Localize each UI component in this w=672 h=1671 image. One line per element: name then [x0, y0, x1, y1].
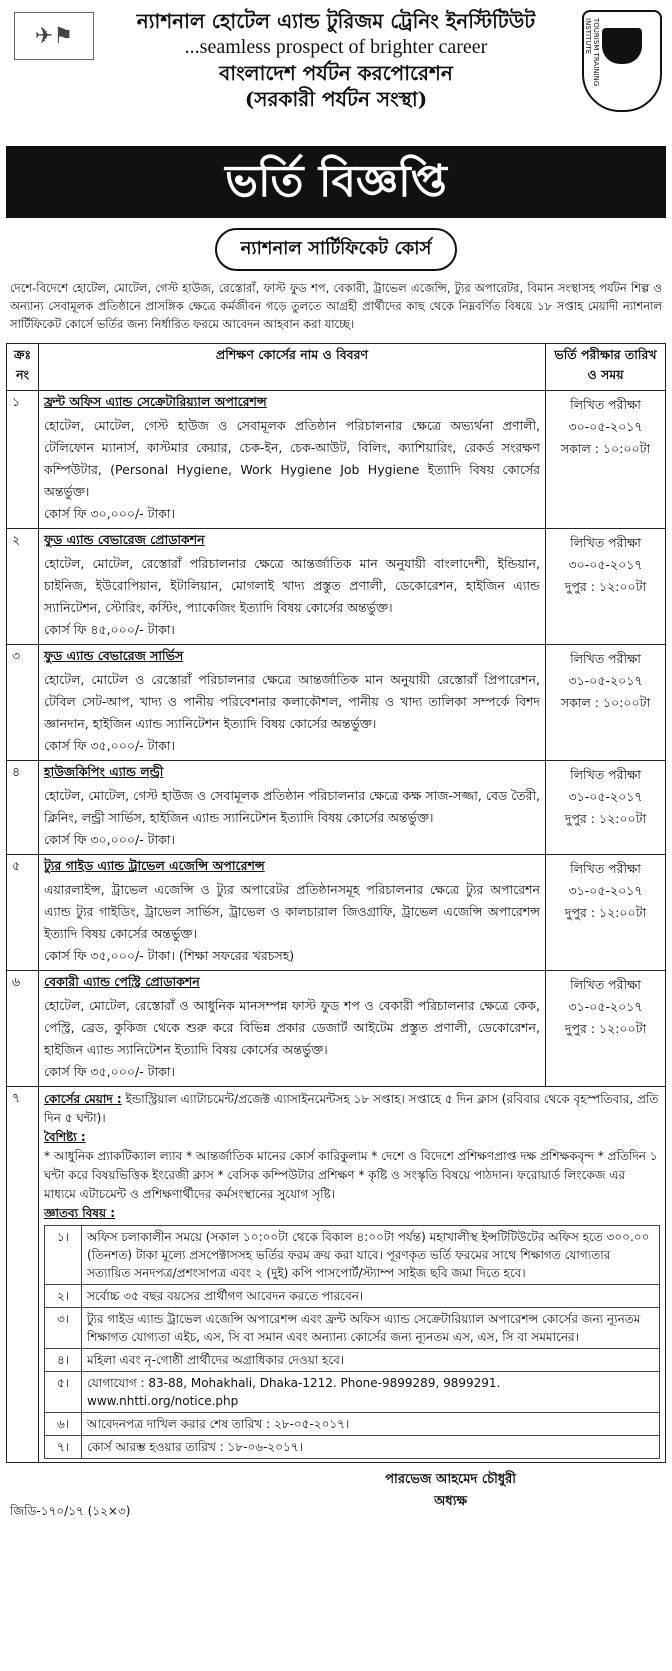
course-cell	[39, 645, 546, 761]
course-title: ফুড এ্যান্ড বেভারেজ সার্ভিস	[44, 648, 184, 663]
exam-cell	[546, 761, 666, 855]
course-cell	[39, 971, 546, 1087]
note-item	[45, 1349, 660, 1372]
exam-cell	[546, 391, 666, 529]
logo-text: TOURISM TRAINING INSTITUTE	[584, 18, 600, 87]
exam-type: লিখিত পরীক্ষা	[570, 861, 641, 876]
features-label: বৈশিষ্ট্য :	[44, 1130, 86, 1144]
course-fee: কোর্স ফি ৩৫,০০০/- টাকা। (শিক্ষা সফরের খরচসহ)	[44, 948, 295, 963]
note-text: কোর্স আরম্ভ হওয়ার তারিখ : ১৮-০৬-২০১৭।	[82, 1436, 660, 1459]
table-row	[7, 529, 666, 645]
course-fee: কোর্স ফি ৩৫,০০০/- টাকা।	[44, 738, 175, 753]
intro-paragraph: দেশে-বিদেশে হোটেল, মোটেল, গেস্ট হাউজ, রেস্তোরাঁ, ফাস্ট ফুড শপ, বেকারী, ট্রাভেল এজেন্সি, ট্যুর অপারেটর, বিমান সংস্থাসহ পর্যটন শিল্প ও অন্যান্য সেবামূলক প্রতিষ্ঠানে প্রাসঙ্গিক ক্ষেত্রে কর্মজীবন গড়ে তুলতে আগ্রহী প্রার্থীদের কাছ থেকে নিম্নবর্ণিত বিষয়ে ১৮ সপ্তাহ মেয়াদী ন্যাশনাল সার্টিফিকেট কোর্সে ভর্তির জন্য নির্ধারিত ফরমে আবেদন আহবান করা যাচ্ছে।	[10, 281, 662, 331]
course-description: হোটেল, মোটেল, রেস্তোরাঁ ও আধুনিক মানসম্পন্ন ফাস্ট ফুড শপ ও বেকারী পরিচালনার ক্ষেত্রে কেক, পেস্ট্রি, ব্রেড, কুকিজ থেকে শুরু করে বিভিন্ন প্রকার ডেজার্ট আইটেম প্রস্তুত প্রণালী, ডেকোরেশন, হাইজিন এ্যান্ড স্যানিটেশন ইত্যাদি বিষয় কোর্সের অন্তর্ভুক্ত।	[44, 998, 540, 1057]
course-description: হোটেল, মোটেল ও রেস্তোরাঁ পরিচালনার ক্ষেত্রে আন্তর্জাতিক মান অনুযায়ী রেস্তোরাঁ প্রিপারেশন, টেবিল সেট-আপ, খাদ্য ও পানীয় পরিবেশনার কলাকৌশল, পানীয় ও খাদ্য তালিকা সম্পর্কে বিশদ জ্ঞানদান, হাইজিন এ্যান্ড স্যানিটেশন ইত্যাদি বিষয় কোর্সের অন্তর্ভুক্ত।	[44, 672, 540, 731]
note-text: আবেদনপত্র দাখিল করার শেষ তারিখ : ২৮-০৫-২০১৭।	[82, 1413, 660, 1436]
course-title: ফ্রন্ট অফিস এ্যান্ড সেক্রেটারিয়্যাল অপারেশন্স	[44, 394, 267, 409]
table-row	[7, 391, 666, 529]
row-sno: ৭	[7, 1087, 39, 1463]
features-text: * আধুনিক প্র্যাকটিক্যাল ল্যাব * আন্তর্জাতিক মানের কোর্স কারিকুলাম * দেশে ও বিদেশে প্রশিক্ষণপ্রাপ্ত দক্ষ প্রশিক্ষকবৃন্দ * প্রতিদিন ১ ঘন্টা করে বিষয়ভিত্তিক ইংরেজী ক্লাস * বেসিক কম্পিউটার প্রশিক্ষণ * কৃষ্টি ও সংস্কৃতি বিষয়ে পাঠদান। ফরোয়ার্ড লিংকেজ এর মাধ্যমে এটাচমেন্ট ও প্রশিক্ষণার্থীদের কর্মসংস্থানের সুযোগ সৃষ্টি।	[44, 1149, 658, 1201]
note-number: ১।	[45, 1226, 82, 1285]
note-text: ট্যুর গাইড এ্যান্ড ট্রাভেল এজেন্সি অপারেশন্স এবং ফ্রন্ট অফিস এ্যান্ড সেক্রেটারিয়্যাল অপারেশন্স কোর্সের জন্য ন্যূনতম শিক্ষাগত যোগ্যতা এইচ, এস, সি বা সমান এবং অন্যান্য কোর্সের জন্য ন্যূনতম এস, এস, সি বা সমমানের।	[82, 1308, 660, 1349]
reference-number: জিডি-১৭০/১৭ (১২×৩)	[10, 1504, 131, 1518]
note-number: ৭।	[45, 1436, 82, 1459]
exam-type: লিখিত পরীক্ষা	[570, 767, 641, 782]
course-title: হাউজকিপিং এ্যান্ড লন্ড্রী	[44, 764, 164, 779]
table-row	[7, 761, 666, 855]
course-title: বেকারী এ্যান্ড পেস্ট্রি প্রোডাকশন	[44, 974, 200, 989]
note-text: অফিস চলাকালীন সময়ে (সকাল ১০:০০টা থেকে বিকাল ৪:০০টা পর্যন্ত) মহাখালীস্থ ইন্সটিটিউটের অফিস হতে ৩০০.০০ (তিনশত) টাকা মূল্যে প্রসপেক্টাসসহ ভর্তির ফরম ক্রয় করা যাবে। পূরণকৃত ভর্তি ফরমের সাথে শিক্ষাগত যোগ্যতার সত্যায়িত সনদপত্র/প্রশংসাপত্র এবং ২ (দুই) কপি পাসপোর্ট/স্ট্যাম্প সাইজ ছবি জমা দিতে হবে।	[82, 1226, 660, 1285]
exam-cell	[546, 855, 666, 971]
course-table	[6, 343, 666, 1463]
duration-text: ইন্ডাস্ট্রিয়াল এ্যাটাচমেন্ট/প্রজেক্ট এ্যাসাইনমেন্টসহ ১৮ সপ্তাহ। সপ্তাহে ৫ দিন ক্লাস (রবিবার থেকে বৃহস্পতিবার, প্রতি দিন ৫ ঘন্টা)।	[44, 1092, 659, 1125]
exam-date: ৩০-০৫-২০১৭	[568, 419, 643, 434]
signatory-name: পারভেজ আহমেদ চৌধুরী	[385, 1472, 516, 1487]
exam-type: লিখিত পরীক্ষা	[570, 651, 641, 666]
note-number: ৩।	[45, 1308, 82, 1349]
note-number: ২।	[45, 1285, 82, 1308]
note-number: ৬।	[45, 1413, 82, 1436]
col-course-header: প্রশিক্ষণ কোর্সের নাম ও বিবরণ	[39, 344, 546, 391]
note-item	[45, 1285, 660, 1308]
table-header-row	[7, 344, 666, 391]
row-sno: ২	[7, 529, 39, 645]
exam-date: ৩১-০৫-২০১৭	[568, 789, 643, 804]
row-sno: ১	[7, 391, 39, 529]
course-title: ট্যুর গাইড এ্যান্ড ট্রাভেল এজেন্সি অপারেশন্স	[44, 858, 265, 873]
note-number: ৪।	[45, 1349, 82, 1372]
institute-name: ন্যাশনাল হোটেল এ্যান্ড টুরিজম ট্রেনিং ইনস্টিটিউট	[136, 9, 536, 33]
course-description: হোটেল, মোটেল, রেস্তোরাঁ পরিচালনার ক্ষেত্রে আন্তর্জাতিক মান অনুযায়ী বাংলাদেশী, ইন্ডিয়ান, চাইনিজ, ইউরোপিয়ান, ইটালিয়ান, মোগলাই খাদ্য প্রস্তুত প্রণালী, ডেকোরেশন, হাইজিন এ্যান্ড স্যানিটেশন, স্টোরিং, কস্টিং, প্যাকেজিং ইত্যাদি বিষয় কোর্সের অন্তর্ভুক্ত।	[44, 556, 540, 615]
footer	[6, 1463, 666, 1523]
course-cell	[39, 761, 546, 855]
exam-date: ৩১-০৫-২০১৭	[568, 999, 643, 1014]
extra-info	[39, 1087, 666, 1463]
header-text	[106, 8, 566, 112]
note-text: মহিলা এবং নৃ-গোষ্ঠী প্রার্থীদের অগ্রাধিকার দেওয়া হবে।	[82, 1349, 660, 1372]
exam-time: দুপুর : ১২:০০টা	[564, 579, 647, 594]
exam-time: সকাল : ১০:০০টা	[560, 695, 651, 710]
col-exam-header: ভর্তি পরীক্ষার তারিখ ও সময়	[546, 344, 666, 391]
corporation-type: (সরকারী পর্যটন সংস্থা)	[244, 87, 428, 111]
exam-cell	[546, 645, 666, 761]
exam-cell	[546, 971, 666, 1087]
duration-label: কোর্সের মেয়াদ :	[44, 1092, 122, 1106]
course-cell	[39, 855, 546, 971]
exam-time: দুপুর : ১২:০০টা	[564, 811, 647, 826]
note-item	[45, 1436, 660, 1459]
note-text: সর্বোচ্চ ৩৫ বছর বয়সের প্রার্থীগণ আবেদন করতে পারবেন।	[82, 1285, 660, 1308]
corporation-name: বাংলাদেশ পর্যটন করপোরেশন	[219, 61, 453, 85]
exam-date: ৩১-০৫-২০১৭	[568, 883, 643, 898]
tagline: ...seamless prospect of brighter career	[184, 36, 488, 58]
exam-time: দুপুর : ১২:০০টা	[564, 905, 647, 920]
course-cell	[39, 391, 546, 529]
note-item	[45, 1308, 660, 1349]
corporation-logo-icon: ✈⚑	[14, 12, 94, 60]
row-sno: ৩	[7, 645, 39, 761]
signature-block	[385, 1469, 516, 1513]
note-item	[45, 1372, 660, 1413]
notes-label: জ্ঞাতব্য বিষয় :	[44, 1206, 116, 1220]
note-text: যোগাযোগ : 83-88, Mohakhali, Dhaka-1212. Phone-9899289, 9899291. www.nhtti.org/notice.php	[82, 1372, 660, 1413]
exam-time: দুপুর : ১২:০০টা	[564, 1021, 647, 1036]
exam-cell	[546, 529, 666, 645]
course-description: এয়ারলাইন্স, ট্রাভেল এজেন্সি ও ট্যুর অপারেটর প্রতিষ্ঠানসমূহ পরিচালনার ক্ষেত্রে ট্যুর অপারেশন এ্যান্ড ট্যুর গাইডিং, ট্রাভেল সার্ভিস, ট্রাভেল ও কালচারাল জিওগ্রাফি, ট্রাভেল এজেন্সি অপারেশন্স ইত্যাদি বিষয় কোর্সের অন্তর্ভুক্ত।	[44, 882, 540, 941]
notice-banner: ভর্তি বিজ্ঞপ্তি	[6, 146, 666, 218]
exam-type: লিখিত পরীক্ষা	[570, 535, 641, 550]
table-row	[7, 645, 666, 761]
table-row	[7, 855, 666, 971]
exam-type: লিখিত পরীক্ষা	[570, 397, 641, 412]
course-type-badge: ন্যাশনাল সার্টিফিকেট কোর্স	[215, 228, 458, 271]
row-sno: ৬	[7, 971, 39, 1087]
course-title: ফুড এ্যান্ড বেভারেজ প্রোডাকশন	[44, 532, 205, 547]
table-row-extra	[7, 1087, 666, 1463]
exam-time: সকাল : ১০:০০টা	[560, 441, 651, 456]
header	[6, 0, 666, 142]
signatory-title: অধ্যক্ষ	[434, 1494, 468, 1509]
admission-notice	[6, 0, 666, 1523]
course-description: হোটেল, মোটেল, গেস্ট হাউজ ও সেবামূলক প্রতিষ্ঠান পরিচালনার ক্ষেত্রে অভ্যর্থনা প্রণালী, টেলিফোন ম্যানার্স, কাস্টমার কেয়ার, চেক-ইন, চেক-আউট, বিলিং, ক্যাশিয়ারিং, রেকর্ড সংরক্ষণ কম্পিউটার, (Personal Hygiene, Work Hygiene Job Hygiene ইত্যাদি বিষয় কোর্সের অন্তর্ভুক্ত।	[44, 418, 540, 499]
note-number: ৫।	[45, 1372, 82, 1413]
row-sno: ৪	[7, 761, 39, 855]
exam-date: ৩১-০৫-২০১৭	[568, 673, 643, 688]
notes-list	[44, 1225, 660, 1459]
course-fee: কোর্স ফি ৪৫,০০০/- টাকা।	[44, 622, 175, 637]
course-fee: কোর্স ফি ৩০,০০০/- টাকা।	[44, 832, 175, 847]
course-cell	[39, 529, 546, 645]
note-item	[45, 1413, 660, 1436]
col-sno-header: ক্রঃ নং	[7, 344, 39, 391]
institute-logo-icon	[582, 10, 662, 112]
table-row	[7, 971, 666, 1087]
exam-type: লিখিত পরীক্ষা	[570, 977, 641, 992]
exam-date: ৩০-০৫-২০১৭	[568, 557, 643, 572]
row-sno: ৫	[7, 855, 39, 971]
course-fee: কোর্স ফি ৩৫,০০০/- টাকা।	[44, 1064, 175, 1079]
course-fee: কোর্স ফি ৩০,০০০/- টাকা।	[44, 506, 175, 521]
course-description: হোটেল, মোটেল, গেস্ট হাউজ ও সেবামূলক প্রতিষ্ঠান পরিচালনার ক্ষেত্রে কক্ষ সাজ-সজ্জা, বেড তৈরী, ক্লিনিং, লন্ড্রী সার্ভিস, হাইজিন এ্যান্ড স্যানিটেশন ইত্যাদি বিষয় কোর্সের অন্তর্ভুক্ত।	[44, 788, 540, 825]
note-item	[45, 1226, 660, 1285]
